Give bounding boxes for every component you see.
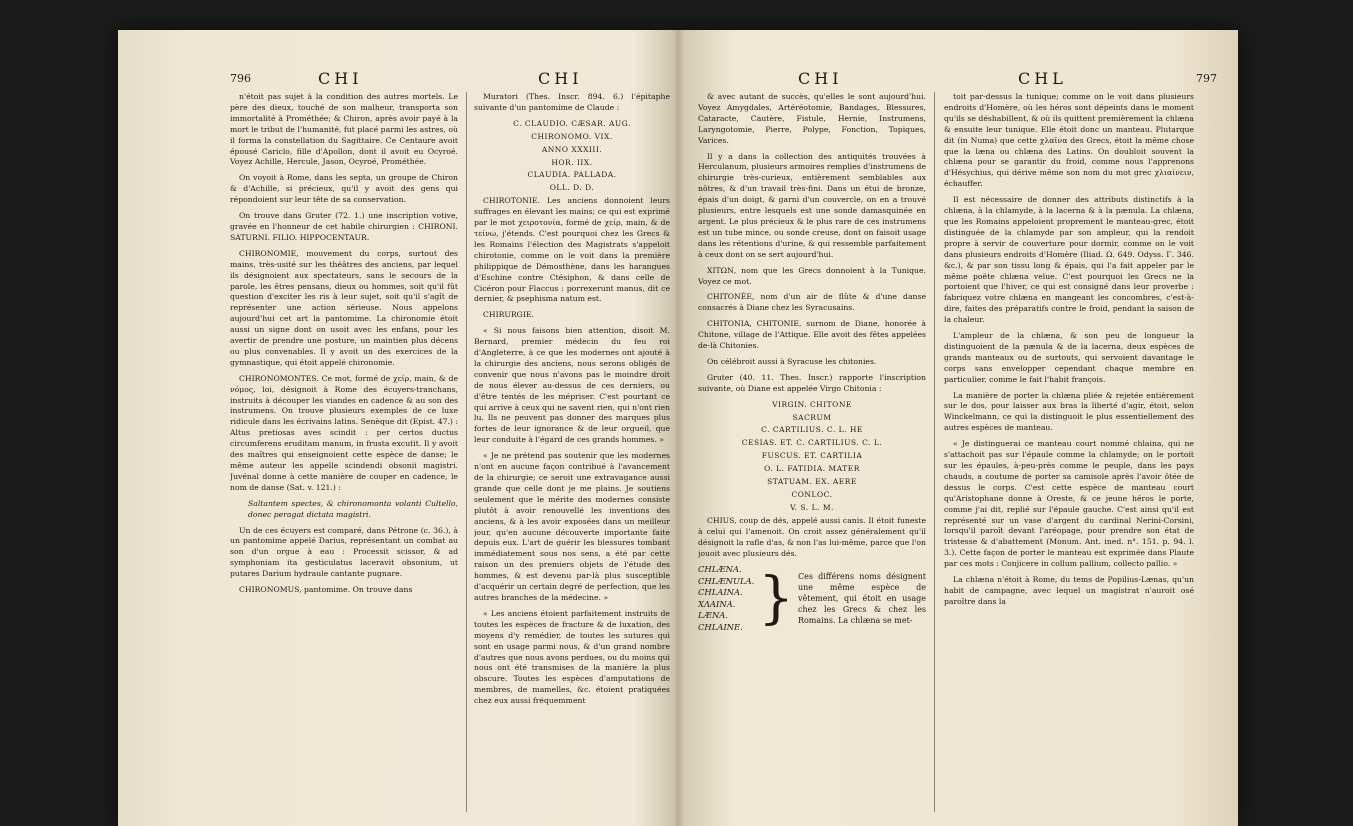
open-book (118, 30, 1238, 826)
paragraph: CHIROTONIE. Les anciens donnoient leurs suffrages en élevant les mains; ce qui est exprimé par le mot χειροτονία, formé de χείρ, main, & de τείνω, j'étends. C'est pourquoi chez les Grecs & les Romains l'élection des Magistrats s'appeloit chirotonie, comme on le voit dans la première philippique de Démosthène, dans les harangues d'Eschine contre Ctésiphon, & dans celle de Cicéron pour Flaccus : porrexerunt manus, dit ce dernier, & psephisma natum est. (474, 196, 670, 304)
paragraph: On voyoit à Rome, dans les septa, un groupe de Chiron & d'Achille, si précieux, qu'il y avoit des gens qui répondoient sur leur tête de sa conservation. (230, 173, 458, 205)
column-1 (230, 92, 458, 817)
inscription-line: HOR. IIX. (551, 157, 593, 167)
column-2 (944, 92, 1194, 817)
paragraph: toit par-dessus la tunique; comme on le voit dans plusieurs endroits d'Homère, où les héros sont dépeints dans le moment qu'ils se déshabillent, & où ils quittent premièrement la chlæna & ensuite leur tunique. Elle étoit donc un manteau. Plutarque dit (in Numa) que cette χλαῖνα des Grecs, étoit la même chose que la læna ou chlæna des Latins. On doubloit souvent la chlæna pour se garantir du froid, comme nous l'apprenons d'Hésychius, qui dérive même son nom du mot grec χλιαίνειν, échauffer. (944, 92, 1194, 189)
left-page (118, 30, 678, 826)
column-2 (474, 92, 670, 817)
paragraph: « Les anciens étoient parfaitement instruits de toutes les espèces de fracture & de luxation, des moyens d'y remédier, de toutes les sutures qui sont en usage parmi nous, & d'un grand nombre d'autres que nous avons perdues, ou du moins qui nous ont été transmises de la manière la plus obscure. Toutes les espèces d'amputations de membres, de mamelles, &c. étoient pratiquées chez eux aussi fréquemment (474, 608, 670, 706)
inscription-line: VIRGIN. CHITONE (772, 399, 852, 409)
page-number: 796 (230, 72, 251, 85)
inscription-line: CONLOC. (791, 490, 833, 499)
inscription-line: C. CLAUDIO. CÆSAR. AUG. (513, 118, 631, 128)
paragraph: La manière de porter la chlæna pliée & rejetée entièrement sur le dos, pour laisser aux bras la liberté d'agir, étoit, selon Winckelmann, ce qui la distinguoit le plus essentiellement des autres espèces de manteau. (944, 390, 1194, 433)
paragraph: Muratori (Thes. Inscr. 894. 6.) l'épitaphe suivante d'un pantomime de Claude : (474, 92, 670, 112)
column-rule (466, 92, 467, 812)
inscription-line: O. L. FATIDIA. MATER (764, 464, 860, 474)
brace-icon: } (758, 565, 794, 631)
right-page (678, 30, 1238, 826)
paragraph: & avec autant de succès, qu'elles le sont aujourd'hui. Voyez Amygdales, Artéréotomie, Bandages, Blessures, Cataracte, Cautère, Fistule, Hernie, Instrumens, Laryngotomie, Pierre, Polype, Fonction, Topiques, Varices. (698, 92, 926, 145)
inscription-line: C. CARTILIUS. C. L. HE (761, 425, 863, 435)
paragraph: Un de ces écuyers est comparé, dans Pétrone (c. 36.), à un pantomime appelé Darius, représentant un combat au son d'un orgue à eau : Processit scissor, & ad symphoniam ita gesticulatus laceravit obsonium, ut putares Darium hydraule cantante pugnare. (230, 525, 458, 579)
paragraph: CHITONÉE, nom d'un air de flûte & d'une danse consacrés à Diane chez les Syracusains. (698, 292, 926, 313)
paragraph: Gruter (40. 11. Thes. Inscr.) rapporte l'inscription suivante, où Diane est appelée Virgo Chitonia : (698, 372, 926, 393)
inscription-line: V. S. L. M. (790, 502, 834, 512)
running-head-right: CHL (1018, 69, 1067, 88)
running-head-left: CHI (798, 69, 843, 88)
column-rule (934, 92, 935, 812)
name-group (698, 564, 926, 633)
paragraph: « Je distinguerai ce manteau court nommé chlaina, qui ne s'attachoit pas sur l'épaule comme la chlamyde; on le portoit sur les épaules, à-peu-près comme le peuple, dans les pays chauds, a coutume de porter sa camisole après l'avoir ôtée de dessus le corps. C'est cette espèce de manteau court qu'Aristophane donne à Oreste, & ce jeune héros le porte, comme j'ai dit, replié sur l'épaule gauche. C'est ainsi qu'il est représenté sur un vase d'argent du cardinal Nerini-Corsini, lorsqu'il paroît devant l'aréopage, pour prendre son état de tristesse & d'abattement (Monum. Ant. ined. n°. 151. p. 94. l. 3.). Cette façon de porter le manteau est exprimée dans Plaute par ces mots : Conjicere in collum pallium, collecto pallio. » (944, 439, 1194, 569)
running-head-right: CHI (538, 69, 583, 88)
paragraph: n'étoit pas sujet à la condition des autres mortels. Le père des dieux, touché de son malheur, transporta son immortalité à Prométhée; & Chiron, après avoir payé à la mort le tribut de l'humanité, fut placé parmi les astres, où il forma la constellation du Sagittaire. Ce Centaure avoit épousé Cariclo, fille d'Apollon, dont il avoit eu Ocyroé. Voyez Achille, Hercule, Jason, Ocyroé, Prométhée. (230, 92, 458, 167)
inscription-line: FUSCUS. ET. CARTILIA (761, 451, 863, 461)
inscription-line: STATUAM. EX. AERE (767, 477, 857, 487)
paragraph: On célébroit aussi à Syracuse les chitonies. (707, 356, 877, 366)
inscription-line: ANNO XXXIII. (541, 144, 603, 154)
inscription-line: CESIAS. ET. C. CARTILIUS. C. L. (741, 438, 883, 448)
inscription-line: CLAUDIA. PALLADA. (527, 170, 617, 180)
inscription-line: SACRUM (792, 412, 832, 422)
paragraph: La chlæna n'étoit à Rome, du tems de Popilius-Lænas, qu'un habit de campagne, avec lequel un magistrat n'auroit osé paroître dans la (944, 575, 1194, 606)
name-group-text: Ces différens noms désignent une même espèce de vêtement, qui étoit en usage chez les Grecs & chez les Romains. La chlæna se met- (797, 572, 926, 626)
paragraph: L'ampleur de la chlæna, & son peu de longueur la distinguoient de la pænula & de la lacerna, deux espèces de grands manteaux ou de surtouts, qui servoient davantage le corps sans envelopper cependant chaque membre en particulier, comme le fait l'habit françois. (944, 331, 1194, 384)
paragraph: CHIRONOMUS, pantomime. On trouve dans (239, 585, 413, 595)
running-head-left: CHI (318, 69, 363, 88)
paragraph: Il y a dans la collection des antiquités trouvées à Herculanum, plusieurs armoires remplies d'instrumens de chirurgie très-curieux, entièrement semblables aux nôtres, & d'un travail très-fini. Dans un étui de bronze, épais d'un doigt, & garni d'un couvercle, on en a trouvé plusieurs, entre lesquels est une sonde damasquinée en argent. Le plus précieux & le plus rare de ces instrumens est un tube mince, ou sonde creuse, dont on faisoit usage dans les rétentions d'urine, & qui ressemble parfaitement à ceux dont on se sert aujourd'hui. (698, 151, 926, 259)
paragraph: « Je ne prétend pas soutenir que les modernes n'ont en aucune façon contribué à l'avancement de la chirurgie; ce seroit une extravagance aussi grande que celle dont je me plains. Je soutiens seulement que le mérite des modernes consiste plutôt à avoir renouvellé les inventions des anciens, & à les avoir exposées dans un meilleur jour, qu'en aucune découverte importante faite depuis eux. L'art de guérir les blessures tombant immédiatement sous nos sens, a été par cette raison un des premiers objets de l'étude des hommes, & est devenu par-là plus susceptible d'acquérir un certain degré de perfection, que les autres branches de la médecine. » (474, 451, 670, 602)
paragraph: CHIUS, coup de dés, appelé aussi canis. Il étoit funeste à celui qui l'amenoit. On croit assez généralement qu'il désignoit la rafle d'as, & non l'as lui-même, parce que l'on jouoit avec plusieurs dés. (698, 515, 926, 558)
paragraph: Il est nécessaire de donner des attributs distinctifs à la chlæna, à la chlamyde, à la lacerna & à la pænula. La chlæna, que les Romains appeloient proprement le manteau-grec, étoit distinguée de la chlamyde par son ampleur, qui la rendoit propre à servir de couverture pour dormir, comme on le voit dans plusieurs endroits d'Homère (Iliad. Ω. 649. Odyss. Γ. 346. &c.), & par son tissu long & épais, qui l'a fait appeler par le même poëte chlæna velue. C'est pourquoi les Grecs ne la portoient que l'hiver, ce qui est consigné dans leur proverbe : fabriquez votre chlæna en mangeant les concombres, c'est-à-dire, faites des préparatifs contre le froid, pendant la saison de la chaleur. (944, 195, 1194, 325)
page-number: 797 (1196, 72, 1217, 85)
name-list: CHLÆNA. CHLÆNULA. CHLAINA. ΧΛΑΙΝΑ. LÆNA. CHLAINE. (698, 564, 755, 632)
paragraph: CHIRONOMIE, mouvement du corps, surtout des mains, très-usité sur les théâtres des anciens, par lequel ils désignoient aux spectateurs, sans le secours de la parole, les êtres pensans, dieux ou hommes, soit qu'il fût question d'exciter les ris à leur sujet, soit qu'il s'agît de représenter une action sérieuse. Nous appelons aujourd'hui cet art la pantomime. La chironomie étoit aussi un signe dont on usoit avec les enfans, pour les avertir de prendre une posture, un maintien plus décens ou plus convenables. Il y avoit un des exercices de la gymnastique, qui étoit appelé chironomie. (230, 248, 458, 367)
paragraph: ΧΙΤΩΝ, nom que les Grecs donnoient à la Tunique. Voyez ce mot. (698, 265, 926, 286)
inscription-line: CHIRONOMO. VIX. (531, 131, 613, 141)
inscription-line: OLL. D. D. (549, 183, 595, 193)
paragraph: CHITONIA, CHITONIE, surnom de Diane, honorée à Chitone, village de l'Attique. Elle avoit des fêtes appelées de-là Chitonies. (698, 319, 926, 351)
paragraph: CHIRONOMONTES. Ce mot, formé de χείρ, main, & de νόμος, loi, désignoit à Rome des écuyers-tranchans, instruits à découper les viandes en cadence & au son des instrumens. On trouve plusieurs exemples de ce luxe ridicule dans les écrivains latins. Senèque dit (Epist. 47.) : Altus pretiosas aves scindit : per certos ductus circumferens eruditam manum, in frusta excutit. Il y avoit des maîtres qui enseignoient cette espèce de danse; le même auteur les appelle scindendi obsonii magistri. Juvénal donne à cette manière de couper en cadence, le nom de danse (Sat. v. 121.) : (230, 373, 458, 492)
section-heading: CHIRURGIE. (483, 310, 534, 320)
paragraph: « Si nous faisons bien attention, disoit M. Bernard, premier médecin du feu roi d'Angleterre, à ce que les modernes ont ajouté à la chirurgie des anciens, nous serons obligés de convenir que nous n'avons pas le moindre droit de nous élever au-dessus de ces derniers, ou d'être tentés de les mépriser. C'est pourtant ce qui arrive à ceux qui ne savent rien, qui n'ont rien lu. Ils ne peuvent pas donner des marques plus fortes de leur ignorance & de leur orgueil, que leur conduite à l'égard de ces grands hommes. » (474, 326, 670, 445)
verse-quote: Saltantem spectes, & chironomonta volanti Cultello, donec peragat dictata magistri. (248, 498, 458, 519)
paragraph: On trouve dans Gruter (72. 1.) une inscription votive, gravée en l'honneur de cet habile chirurgien : CHIRONI. SATURNI. FILIO. HIPPOCENTAUR. (230, 211, 458, 242)
column-1 (698, 92, 926, 817)
